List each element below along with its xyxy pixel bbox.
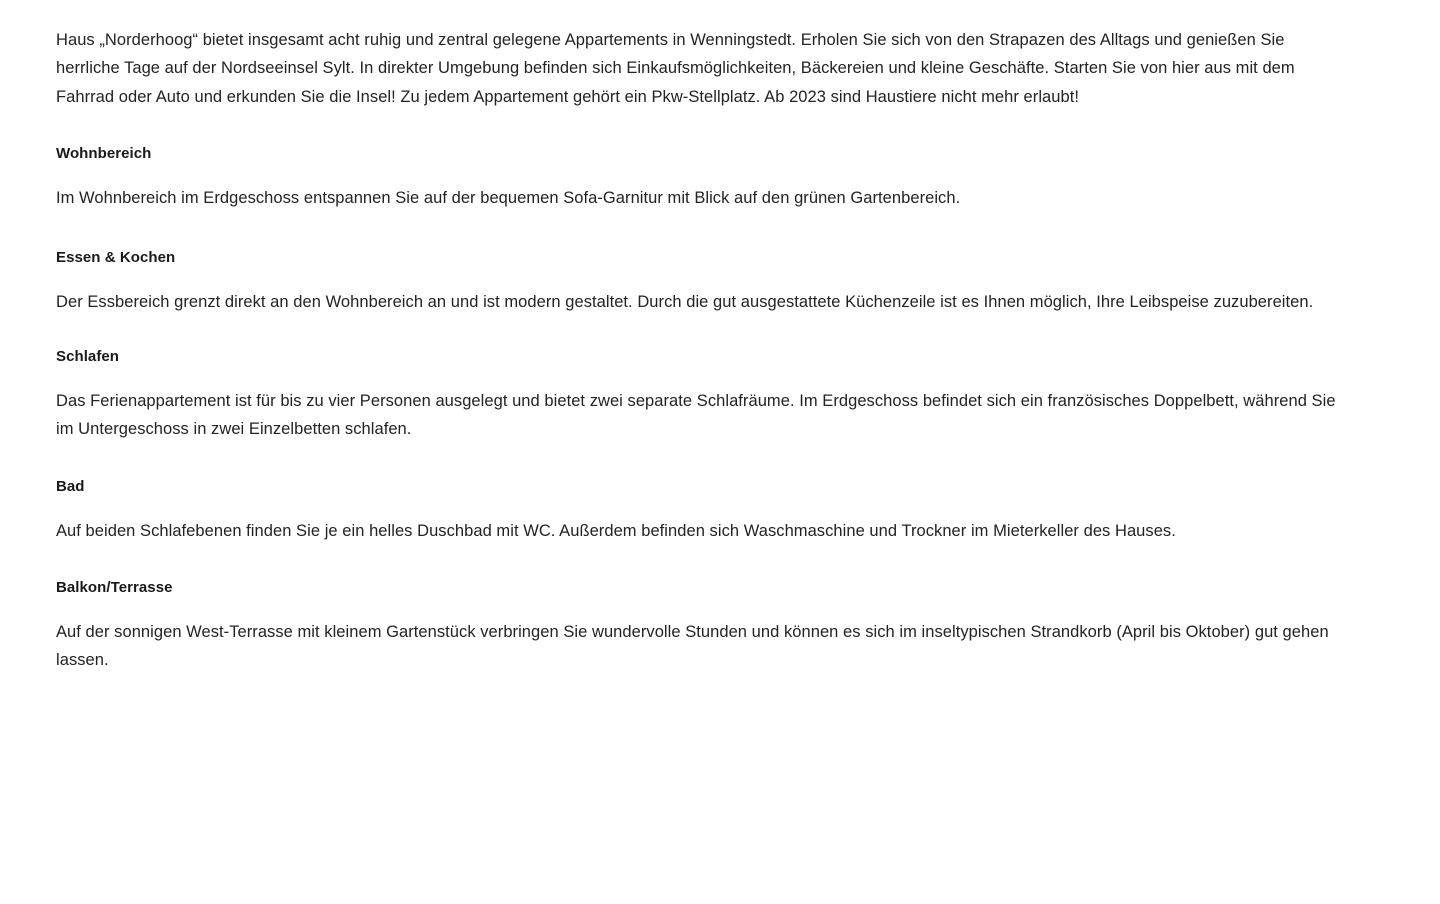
- section-bad: [56, 478, 1348, 545]
- section-heading-wohnbereich: Wohnbereich: [56, 145, 152, 163]
- section-body-schlafen: Das Ferienappartement ist für bis zu vier Personen ausgelegt und bietet zwei separate Schlafräume. Im Erdgeschoss befindet sich ein französisches Doppelbett, während Sie im Untergeschoss in zwei Einzelbetten schlafen.: [56, 391, 1336, 439]
- section-heading-balkon-terrasse: Balkon/Terrasse: [56, 579, 173, 596]
- section-heading-essen-kochen: Essen & Kochen: [56, 248, 176, 266]
- section-essen-kochen: [56, 249, 1348, 316]
- section-heading-schlafen: Schlafen: [56, 347, 119, 365]
- section-body-bad: Auf beiden Schlafebenen finden Sie je ein helles Duschbad mit WC. Außerdem befinden sich Waschmaschine und Trockner im Mieterkeller des Hauses.: [56, 521, 1176, 540]
- section-heading-bad: Bad: [56, 477, 85, 495]
- section-wohnbereich: [56, 145, 1348, 212]
- section-body-wohnbereich: Im Wohnbereich im Erdgeschoss entspannen Sie auf der bequemen Sofa-Garnitur mit Blick auf den grünen Gartenbereich.: [56, 189, 961, 208]
- section-schlafen: [56, 348, 1348, 444]
- intro-paragraph: Haus „Norderhoog“ bietet insgesamt acht ruhig und zentral gelegene Appartements in Wenningstedt. Erholen Sie sich von den Strapazen des Alltags und genießen Sie herrliche Tage auf der Nordseeinsel Sylt. In direkter Umgebung befinden sich Einkaufsmöglichkeiten, Bäckereien und kleine Geschäfte. Starten Sie von hier aus mit dem Fahrrad oder Auto und erkunden Sie die Insel! Zu jedem Appartement gehört ein Pkw-Stellplatz. Ab 2023 sind Haustiere nicht mehr erlaubt!: [56, 31, 1295, 106]
- section-body-essen-kochen: Der Essbereich grenzt direkt an den Wohnbereich an und ist modern gestaltet. Durch die gut ausgestattete Küchenzeile ist es Ihnen möglich, Ihre Leibspeise zuzubereiten.: [56, 292, 1314, 311]
- section-body-balkon-terrasse: Auf der sonnigen West-Terrasse mit kleinem Gartenstück verbringen Sie wundervolle Stunden und können es sich im inseltypischen Strandkorb (April bis Oktober) gut gehen lassen.: [56, 623, 1329, 670]
- section-balkon-terrasse: [56, 579, 1348, 675]
